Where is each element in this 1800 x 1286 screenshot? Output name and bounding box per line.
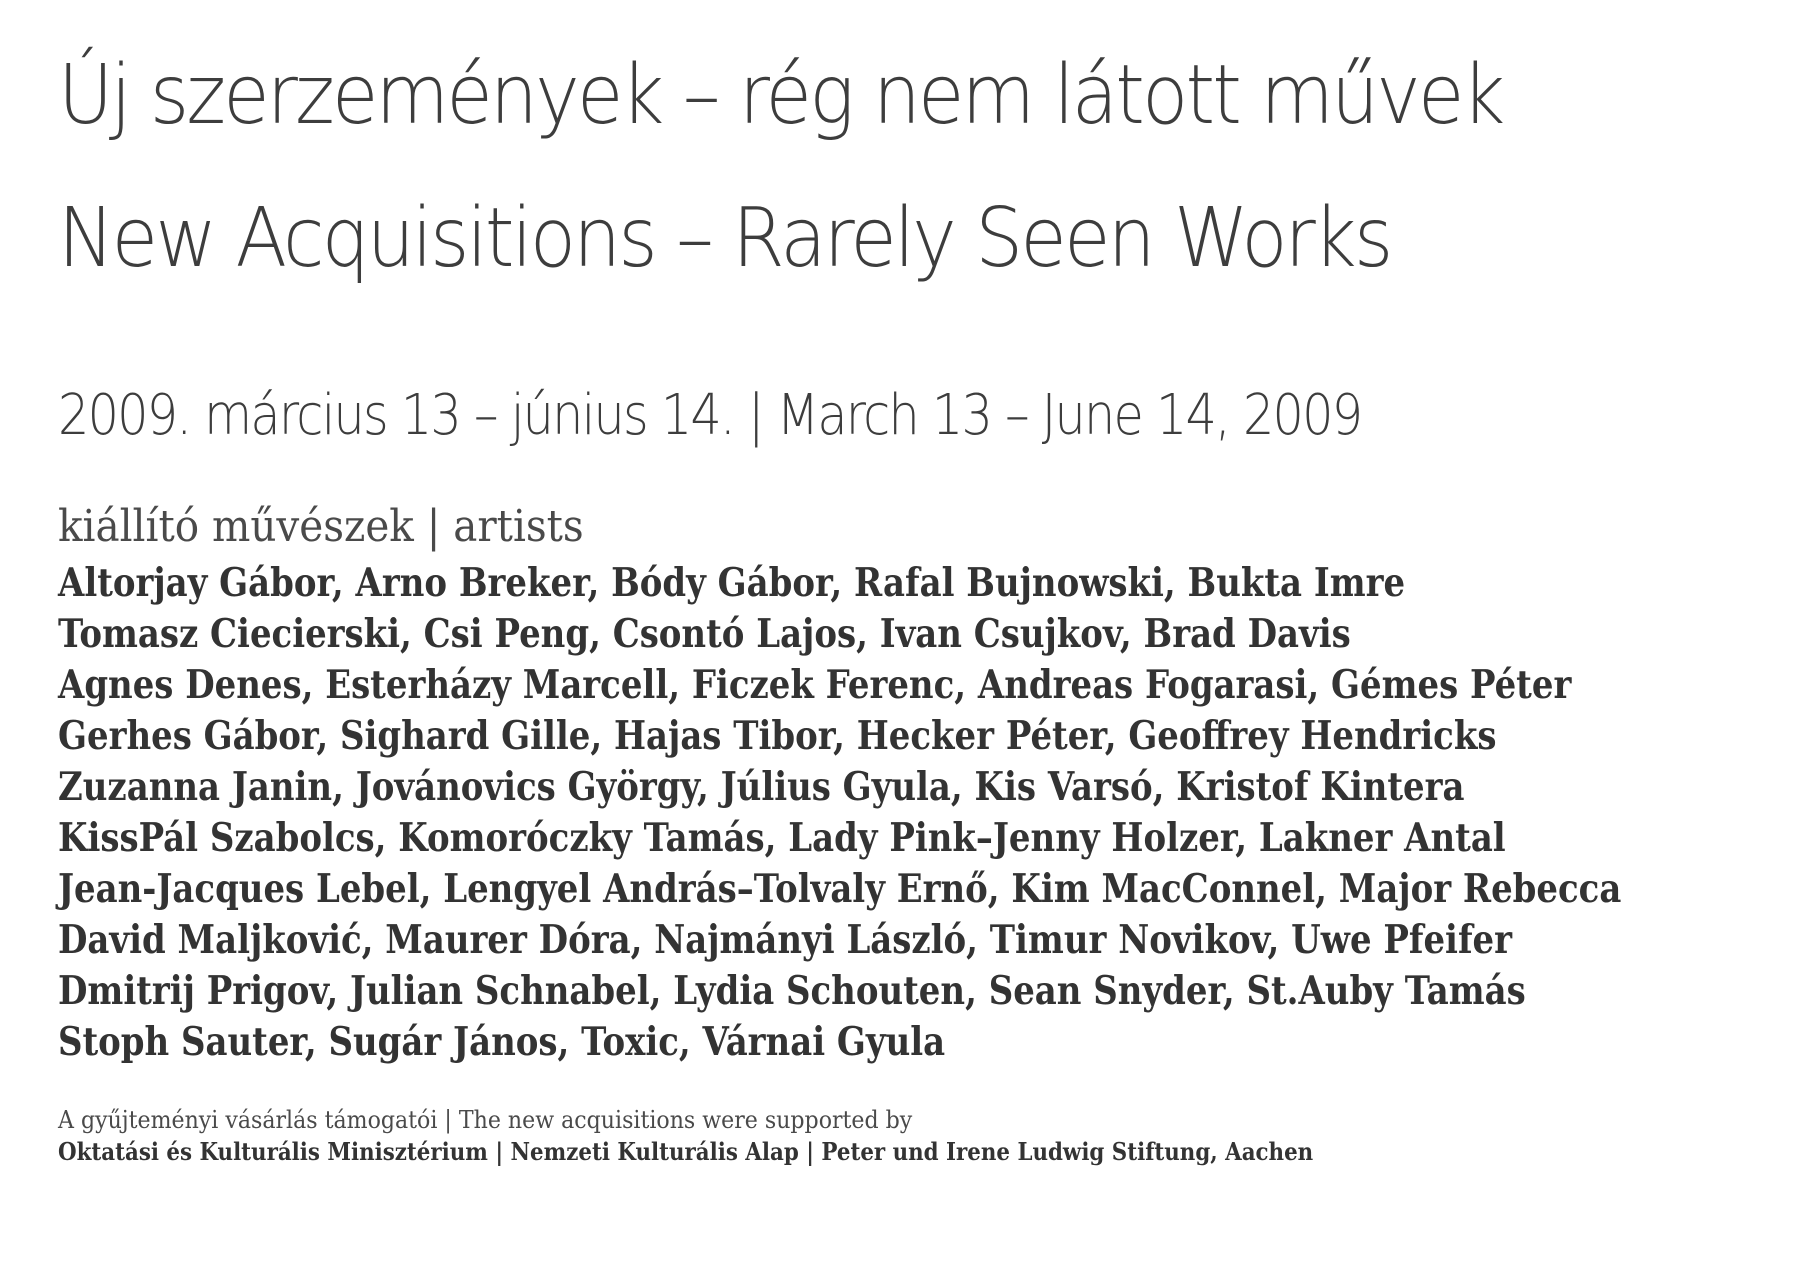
artists-line: David Maljković, Maurer Dóra, Najmányi László, Timur Novikov, Uwe Pfeifer (58, 917, 1513, 963)
artists-heading: kiállító művészek | artists (58, 501, 584, 552)
title-hungarian: Új szerzemények – rég nem látott művek (58, 48, 1503, 143)
artists-line: Jean-Jacques Lebel, Lengyel András–Tolvaly Ernő, Kim MacConnel, Major Rebecca (58, 866, 1622, 912)
artists-line: Gerhes Gábor, Sighard Gille, Hajas Tibor, Hecker Péter, Geoffrey Hendricks (58, 713, 1497, 759)
artists-line: Tomasz Ciecierski, Csi Peng, Csontó Lajos, Ivan Csujkov, Brad Davis (58, 611, 1351, 657)
exhibition-dates: 2009. március 13 – június 14. | March 13 – June 14, 2009 (58, 383, 1362, 448)
title-english: New Acquisitions – Rarely Seen Works (58, 191, 1391, 286)
artists-line: Altorjay Gábor, Arno Breker, Bódy Gábor, Rafal Bujnowski, Bukta Imre (58, 560, 1406, 606)
artists-line: Agnes Denes, Esterházy Marcell, Ficzek Ferenc, Andreas Fogarasi, Gémes Péter (58, 662, 1572, 708)
artists-line: Dmitrij Prigov, Julian Schnabel, Lydia Schouten, Sean Snyder, St.Auby Tamás (58, 968, 1526, 1014)
supporters-list: Oktatási és Kulturális Minisztérium | Nemzeti Kulturális Alap | Peter und Irene Ludwig Stiftung, Aachen (58, 1137, 1314, 1166)
artists-list (58, 558, 1800, 1068)
artists-line: KissPál Szabolcs, Komoróczky Tamás, Lady Pink–Jenny Holzer, Lakner Antal (58, 815, 1506, 861)
artists-line: Stoph Sauter, Sugár János, Toxic, Várnai Gyula (58, 1019, 946, 1065)
artists-line: Zuzanna Janin, Jovánovics György, Július Gyula, Kis Varsó, Kristof Kintera (58, 764, 1465, 810)
support-label: A gyűjteményi vásárlás támogatói | The new acquisitions were supported by (58, 1106, 913, 1134)
